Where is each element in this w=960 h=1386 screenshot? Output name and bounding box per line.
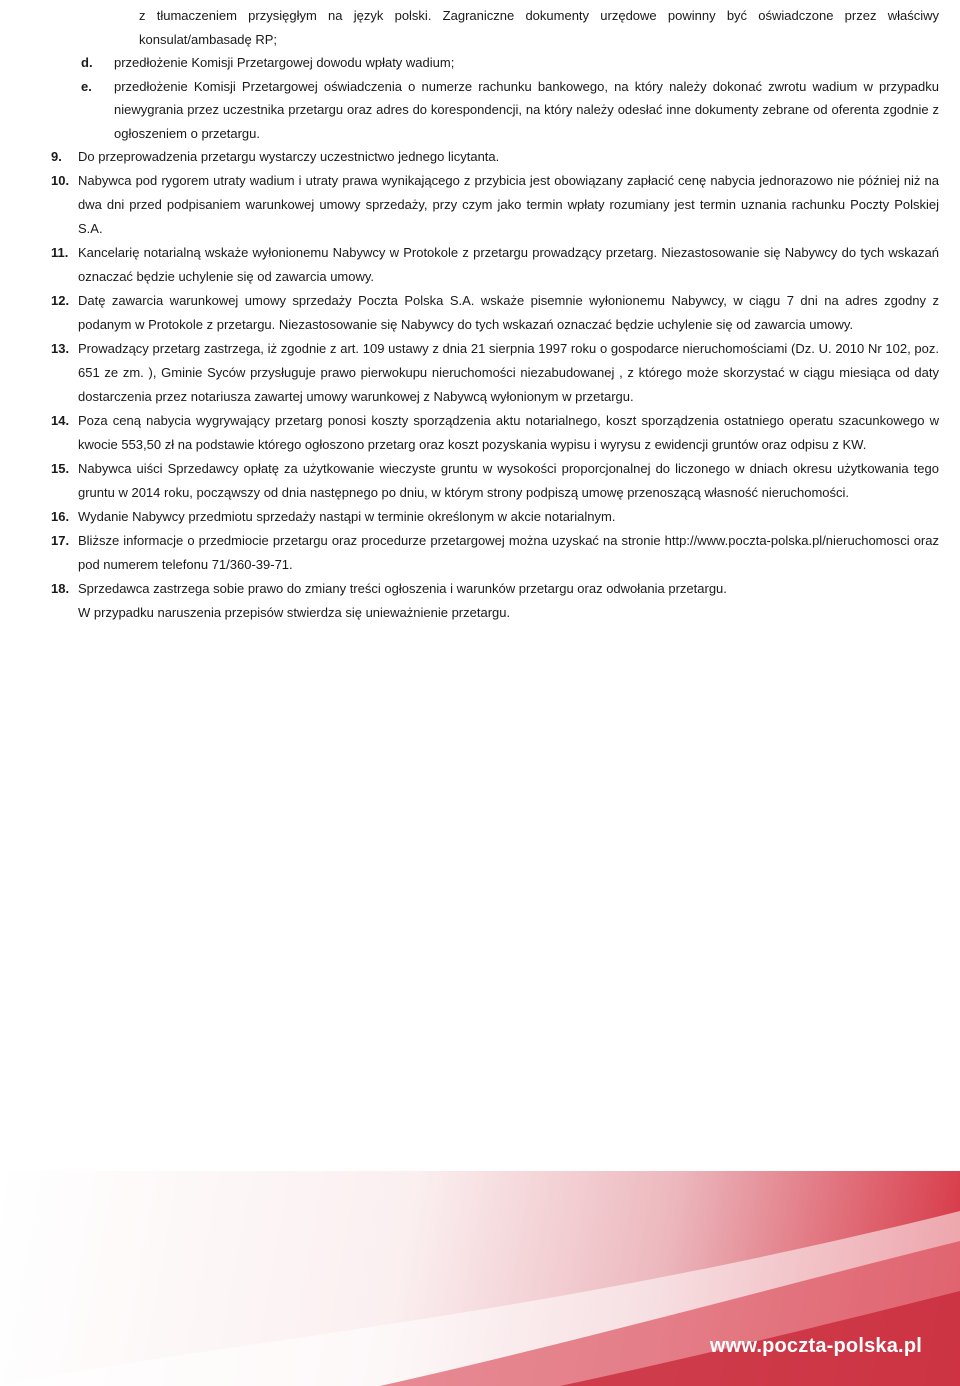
item-text: Bliższe informacje o przedmiocie przetargu oraz procedurze przetargowej można uzyskać na stronie http://www.poczta-polska.pl/nieruchomosci oraz pod numerem telefonu 71/360-39-71. [78, 533, 939, 572]
item-text: Prowadzący przetarg zastrzega, iż zgodnie z art. 109 ustawy z dnia 21 sierpnia 1997 roku o gospodarce nieruchomościami (Dz. U. 2010 Nr 102, poz. 651 ze zm. ), Gminie Syców przysługuje prawo pierwokupu nieruchomości niezabudowanej , z którego może skorzystać w ciągu miesiąca od daty dostarczenia przez notariusza zawartej umowy warunkowej z Nabywcą wyłonionym w przetargu. [78, 341, 939, 404]
intro-paragraph [51, 4, 939, 51]
list-item-18 [51, 577, 939, 601]
item-text: Sprzedawca zastrzega sobie prawo do zmiany treści ogłoszenia i warunków przetargu oraz odwołania przetargu. [78, 581, 727, 596]
sub-item-text: przedłożenie Komisji Przetargowej dowodu wpłaty wadium; [114, 55, 455, 70]
intro-text: z tłumaczeniem przysięgłym na język polski. Zagraniczne dokumenty urzędowe powinny być oświadczone przez właściwy konsulat/ambasadę RP; [139, 8, 939, 47]
list-item-9 [51, 145, 939, 169]
list-item-13 [51, 337, 939, 409]
item-number: 12. [51, 293, 70, 308]
item-text: Do przeprowadzenia przetargu wystarczy uczestnictwo jednego licytanta. [78, 149, 500, 164]
item-number: 15. [51, 461, 70, 476]
document-body [51, 4, 939, 625]
closing-text: W przypadku naruszenia przepisów stwierdza się unieważnienie przetargu. [78, 605, 511, 620]
sub-item-d [51, 51, 939, 75]
item-text: Nabywca uiści Sprzedawcy opłatę za użytkowanie wieczyste gruntu w wysokości proporcjonalnej do liczonego w dniach okresu użytkowania tego gruntu w 2014 roku, począwszy od dnia następnego po dniu, w którym strony podpiszą umowę przenoszącą własność nieruchomości. [78, 461, 939, 500]
list-item-16 [51, 505, 939, 529]
item-number: 11. [51, 245, 69, 260]
item-number: 9. [51, 149, 62, 164]
sub-item-text: przedłożenie Komisji Przetargowej oświadczenia o numerze rachunku bankowego, na który należy dokonać zwrotu wadium w przypadku niewygrania przez uczestnika przetargu oraz adres do korespondencji, na który należy odesłać inne dokumenty zebrane od oferenta zgodnie z ogłoszeniem o przetargu. [114, 78, 939, 141]
item-text: Kancelarię notarialną wskaże wyłonionemu Nabywcy w Protokole z przetargu prowadzący przetarg. Niezastosowanie się Nabywcy do tych wskazań oznaczać będzie uchylenie się od zawarcia umowy. [78, 245, 939, 284]
item-number: 17. [51, 533, 70, 548]
list-item-10 [51, 169, 939, 241]
item-text: Datę zawarcia warunkowej umowy sprzedaży Poczta Polska S.A. wskaże pisemnie wyłonionemu Nabywcy, w ciągu 7 dni na adres zgodny z podanym w Protokole z przetargu. Niezastosowanie się Nabywcy do tych wskazań oznaczać będzie uchylenie się od zawarcia umowy. [78, 293, 939, 332]
sub-item-label: e. [81, 78, 92, 94]
list-item-17 [51, 529, 939, 577]
sub-item-e [51, 75, 939, 146]
item-number: 16. [51, 509, 70, 524]
list-item-11 [51, 241, 939, 289]
item-number: 10. [51, 173, 70, 188]
sub-item-label: d. [81, 55, 93, 70]
item-text: Wydanie Nabywcy przedmiotu sprzedaży nastąpi w terminie określonym w akcie notarialnym. [78, 509, 616, 524]
item-number: 13. [51, 341, 70, 356]
item-text: Poza ceną nabycia wygrywający przetarg ponosi koszty sporządzenia aktu notarialnego, koszt sporządzenia ostatniego operatu szacunkowego w kwocie 553,50 zł na podstawie którego ogłoszono przetarg oraz koszt pozyskania wypisu i wyrysu z ewidencji gruntów oraz odpisu z KW. [78, 413, 939, 452]
closing-paragraph [51, 601, 939, 625]
item-number: 14. [51, 413, 70, 428]
list-item-15 [51, 457, 939, 505]
item-number: 18. [51, 581, 70, 596]
list-item-14 [51, 409, 939, 457]
list-item-12 [51, 289, 939, 337]
footer-website-url[interactable]: www.poczta-polska.pl [709, 1335, 922, 1357]
item-text: Nabywca pod rygorem utraty wadium i utraty prawa wynikającego z przybicia jest obowiązany zapłacić cenę nabycia jednorazowo nie później niż na dwa dni przed podpisaniem warunkowej umowy sprzedaży, przy czym jako termin wpłaty rozumiany jest termin uznania rachunku Poczty Polskiej S.A. [78, 173, 939, 236]
